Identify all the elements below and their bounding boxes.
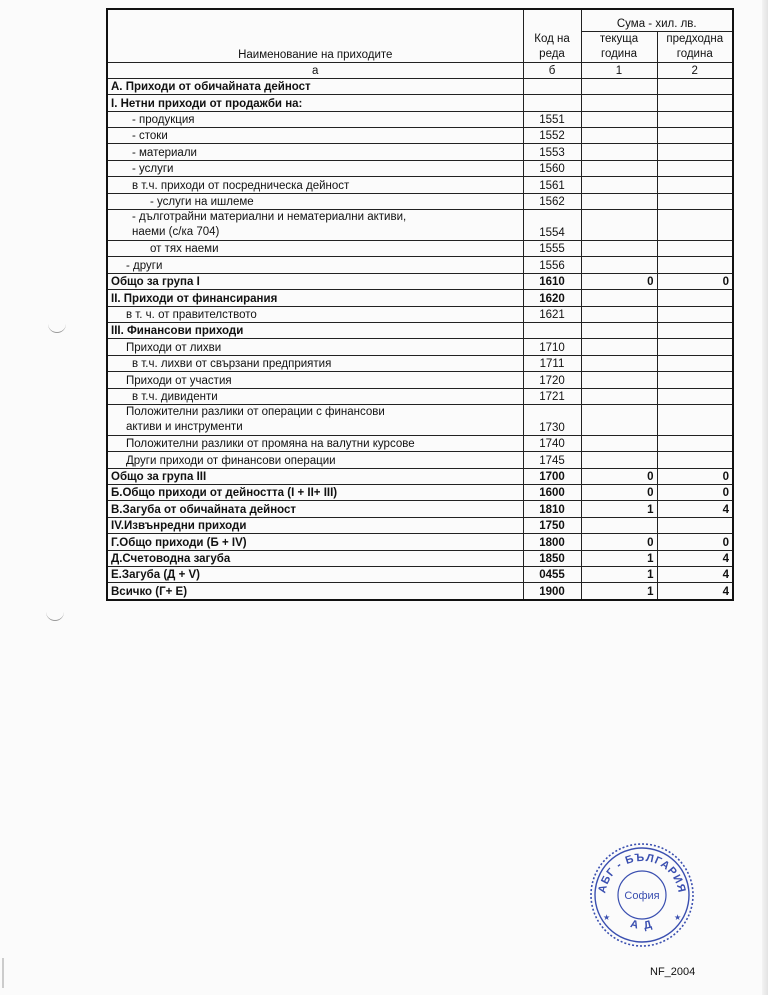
- row-current: [581, 306, 657, 322]
- row-previous: [657, 78, 733, 94]
- row-current: [581, 78, 657, 94]
- row-code: 1721: [523, 388, 581, 404]
- row-label: - други: [107, 257, 523, 273]
- header-previous-year: предходна година: [657, 31, 733, 62]
- row-current: [581, 160, 657, 176]
- row-current: [581, 517, 657, 533]
- row-previous: 0: [657, 273, 733, 289]
- row-current: 0: [581, 468, 657, 484]
- row-code: 1562: [523, 193, 581, 209]
- row-current: [581, 111, 657, 127]
- row-current: [581, 257, 657, 273]
- row-current: 1: [581, 583, 657, 600]
- row-current: [581, 241, 657, 257]
- row-label: от тях наеми: [107, 241, 523, 257]
- row-previous: [657, 241, 733, 257]
- punch-hole-mark: [48, 322, 66, 333]
- index-2: 2: [657, 62, 733, 78]
- row-label: в т.ч. лихви от свързани предприятия: [107, 355, 523, 371]
- row-code: 1553: [523, 144, 581, 160]
- table-row: [107, 468, 733, 484]
- row-label: II. Приходи от финансирания: [107, 290, 523, 306]
- row-code: 1555: [523, 241, 581, 257]
- row-code: 1711: [523, 355, 581, 371]
- row-label: Положителни разлики от операции с финансови активи и инструменти: [107, 404, 523, 435]
- row-current: [581, 452, 657, 468]
- row-current: [581, 210, 657, 241]
- row-previous: [657, 290, 733, 306]
- row-previous: 0: [657, 468, 733, 484]
- table-row: [107, 404, 733, 435]
- index-b: б: [523, 62, 581, 78]
- table-row: [107, 193, 733, 209]
- margin-mark: [2, 958, 4, 988]
- header-amount: Сума - хил. лв.: [581, 9, 733, 31]
- row-code: 1554: [523, 210, 581, 241]
- row-code: 1810: [523, 501, 581, 517]
- table-row: [107, 273, 733, 289]
- row-label: - материали: [107, 144, 523, 160]
- row-label: Д.Счетоводна загуба: [107, 550, 523, 566]
- row-code: 1610: [523, 273, 581, 289]
- row-code: [523, 322, 581, 338]
- row-code: 1552: [523, 128, 581, 144]
- table-row: [107, 583, 733, 600]
- table-row: [107, 550, 733, 566]
- table-row: [107, 501, 733, 517]
- table-row: [107, 177, 733, 193]
- header-current-year: текуща година: [581, 31, 657, 62]
- row-previous: [657, 372, 733, 388]
- table-row: [107, 128, 733, 144]
- table-row: [107, 534, 733, 550]
- row-previous: 4: [657, 550, 733, 566]
- table-row: [107, 241, 733, 257]
- row-label: в т.ч. приходи от посредническа дейност: [107, 177, 523, 193]
- row-previous: 0: [657, 534, 733, 550]
- row-previous: 4: [657, 567, 733, 583]
- row-previous: [657, 355, 733, 371]
- punch-hole-mark: [46, 610, 64, 621]
- row-code: 1740: [523, 435, 581, 451]
- row-previous: [657, 160, 733, 176]
- row-current: [581, 372, 657, 388]
- row-label: - дълготрайни материални и нематериални активи, наеми (с/ка 704): [107, 210, 523, 241]
- row-current: [581, 339, 657, 355]
- row-code: 1745: [523, 452, 581, 468]
- row-label: В.Загуба от обичайната дейност: [107, 501, 523, 517]
- row-label: Е.Загуба (Д + V): [107, 567, 523, 583]
- row-current: [581, 388, 657, 404]
- table-row: [107, 517, 733, 533]
- row-current: [581, 128, 657, 144]
- row-previous: [657, 404, 733, 435]
- row-current: [581, 144, 657, 160]
- row-code: 0455: [523, 567, 581, 583]
- table-row: [107, 210, 733, 241]
- row-previous: 4: [657, 583, 733, 600]
- row-current: [581, 290, 657, 306]
- row-previous: [657, 95, 733, 111]
- row-code: 1560: [523, 160, 581, 176]
- row-code: 1556: [523, 257, 581, 273]
- table-row: [107, 144, 733, 160]
- row-label: - услуги на ишлеме: [107, 193, 523, 209]
- row-label: IV.Извънредни приходи: [107, 517, 523, 533]
- row-previous: [657, 111, 733, 127]
- table-row: [107, 290, 733, 306]
- table-row: [107, 78, 733, 94]
- row-label: - продукция: [107, 111, 523, 127]
- row-label: I. Нетни приходи от продажби на:: [107, 95, 523, 111]
- row-code: 1561: [523, 177, 581, 193]
- row-current: 0: [581, 485, 657, 501]
- row-code: 1900: [523, 583, 581, 600]
- table-row: [107, 435, 733, 451]
- row-code: 1621: [523, 306, 581, 322]
- row-code: 1720: [523, 372, 581, 388]
- row-previous: [657, 339, 733, 355]
- row-code: 1620: [523, 290, 581, 306]
- row-label: III. Финансови приходи: [107, 322, 523, 338]
- table-row: [107, 95, 733, 111]
- row-previous: [657, 210, 733, 241]
- row-code: 1600: [523, 485, 581, 501]
- svg-text:★: ★: [674, 913, 682, 922]
- page-edge: [762, 0, 768, 995]
- svg-text:София: София: [624, 890, 660, 902]
- row-previous: [657, 257, 733, 273]
- table-row: [107, 160, 733, 176]
- row-previous: [657, 306, 733, 322]
- index-a: а: [107, 62, 523, 78]
- row-label: Други приходи от финансови операции: [107, 452, 523, 468]
- table-row: [107, 339, 733, 355]
- row-current: [581, 95, 657, 111]
- row-previous: [657, 193, 733, 209]
- row-current: [581, 355, 657, 371]
- svg-text:А Д: А Д: [629, 918, 655, 933]
- row-code: 1710: [523, 339, 581, 355]
- row-label: Общо за група I: [107, 273, 523, 289]
- row-previous: [657, 452, 733, 468]
- table-row: [107, 257, 733, 273]
- row-code: 1551: [523, 111, 581, 127]
- row-label: в т.ч. дивиденти: [107, 388, 523, 404]
- table-row: [107, 322, 733, 338]
- row-label: Всичко (Г+ Е): [107, 583, 523, 600]
- table-row: [107, 452, 733, 468]
- row-label: Приходи от участия: [107, 372, 523, 388]
- row-code: 1730: [523, 404, 581, 435]
- header-code: Код на реда: [523, 9, 581, 62]
- row-label: Б.Общо приходи от дейността (I + II+ III): [107, 485, 523, 501]
- table-row: [107, 485, 733, 501]
- form-code: NF_2004: [650, 966, 696, 978]
- row-current: 1: [581, 567, 657, 583]
- table-row: [107, 567, 733, 583]
- svg-text:★: ★: [603, 913, 611, 922]
- row-code: 1700: [523, 468, 581, 484]
- row-code: 1800: [523, 534, 581, 550]
- row-current: [581, 404, 657, 435]
- table-row: [107, 355, 733, 371]
- company-stamp: [589, 842, 695, 948]
- header-name: Наименование на приходите: [107, 9, 523, 62]
- row-current: 1: [581, 501, 657, 517]
- row-previous: [657, 388, 733, 404]
- row-current: [581, 322, 657, 338]
- table-row: [107, 306, 733, 322]
- row-label: - услуги: [107, 160, 523, 176]
- row-label: Г.Общо приходи (Б + IV): [107, 534, 523, 550]
- row-code: 1750: [523, 517, 581, 533]
- row-previous: [657, 144, 733, 160]
- row-label: Приходи от лихви: [107, 339, 523, 355]
- table-row: [107, 372, 733, 388]
- row-current: 0: [581, 534, 657, 550]
- row-current: [581, 177, 657, 193]
- row-previous: 4: [657, 501, 733, 517]
- row-current: 0: [581, 273, 657, 289]
- index-1: 1: [581, 62, 657, 78]
- row-label: в т. ч. от правителството: [107, 306, 523, 322]
- row-previous: [657, 517, 733, 533]
- table-row: [107, 388, 733, 404]
- table-row: [107, 111, 733, 127]
- income-table: [106, 8, 734, 601]
- row-label: - стоки: [107, 128, 523, 144]
- row-current: [581, 435, 657, 451]
- row-label: Общо за група III: [107, 468, 523, 484]
- row-current: [581, 193, 657, 209]
- row-code: 1850: [523, 550, 581, 566]
- row-previous: 0: [657, 485, 733, 501]
- row-code: [523, 95, 581, 111]
- svg-text:АБГ - БЪЛГАРИЯ: АБГ - БЪЛГАРИЯ: [596, 851, 688, 895]
- row-label: А. Приходи от обичайната дейност: [107, 78, 523, 94]
- row-code: [523, 78, 581, 94]
- row-previous: [657, 322, 733, 338]
- row-previous: [657, 128, 733, 144]
- row-previous: [657, 435, 733, 451]
- row-previous: [657, 177, 733, 193]
- row-current: 1: [581, 550, 657, 566]
- row-label: Положителни разлики от промяна на валутни курсове: [107, 435, 523, 451]
